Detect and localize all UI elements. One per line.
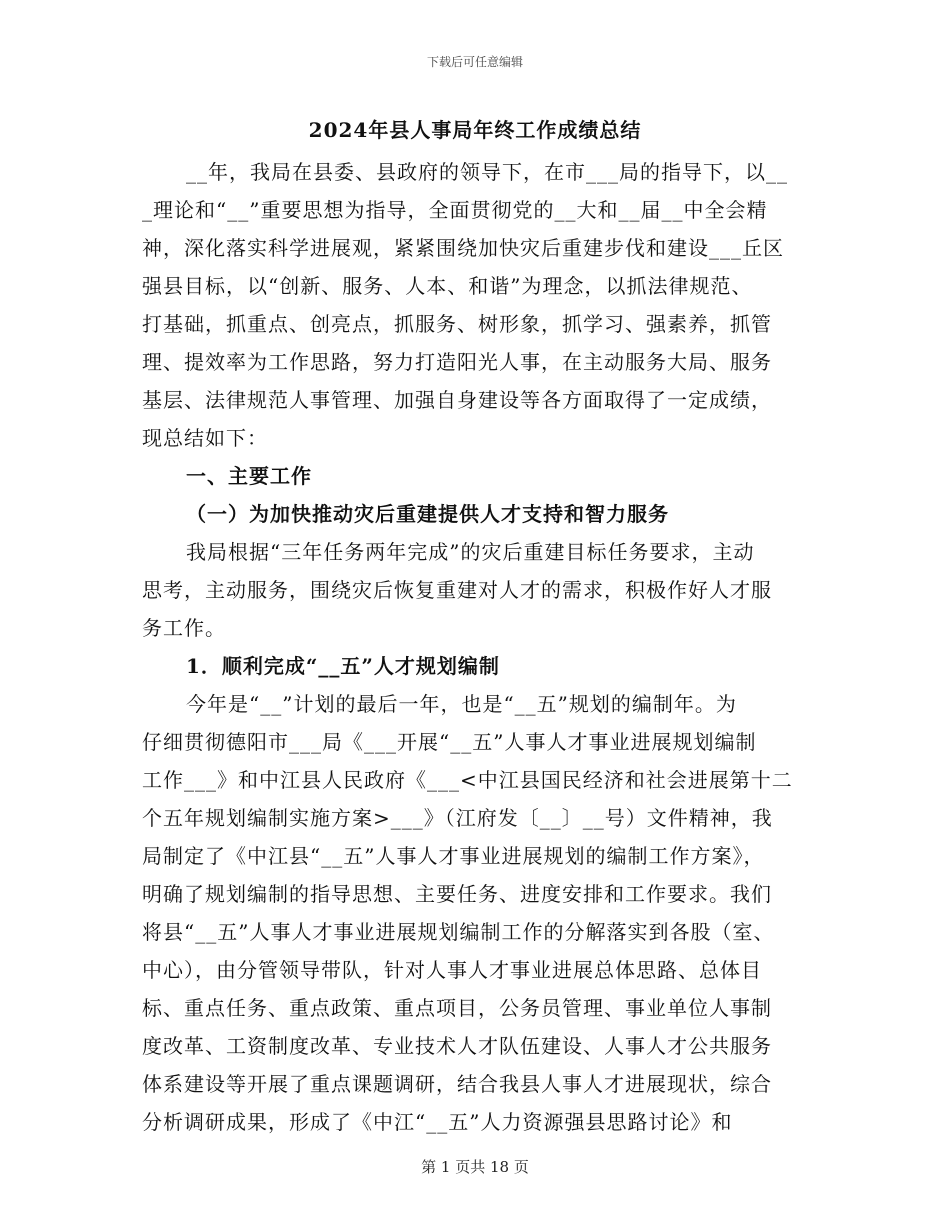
- text-line: 今年是“__”计划的最后一年，也是“__五”规划的编制年。为: [186, 692, 737, 716]
- text-line: 标、重点任务、重点政策、重点项目，公务员管理、事业单位人事制: [142, 996, 772, 1020]
- text-line: 分析调研成果，形成了《中江“__五”人力资源强县思路讨论》和: [142, 1110, 733, 1134]
- text-line: 基层、法律规范人事管理、加强自身建设等各方面取得了一定成绩，: [142, 388, 772, 412]
- text-line: 个五年规划编制实施方案>___》（江府发〔__〕__号）文件精神，我: [142, 806, 773, 830]
- text-line: _理论和“__”重要思想为指导，全面贯彻党的__大和__届__中全会精: [142, 198, 768, 222]
- text-line: 将县“__五”人事人才事业进展规划编制工作的分解落实到各股（室、: [142, 920, 775, 944]
- document-body: [142, 153, 802, 1141]
- text-line: 工作___》和中江县人民政府《___<中江县国民经济和社会进展第十二: [142, 768, 793, 792]
- text-line: 理、提效率为工作思路，努力打造阳光人事，在主动服务大局、服务: [142, 350, 772, 374]
- text-line: 明确了规划编制的指导思想、主要任务、进度安排和工作要求。我们: [142, 882, 772, 906]
- page-header-note: 下载后可任意编辑: [426, 55, 523, 69]
- text-line: 中心），由分管领导带队，针对人事人才事业进展总体思路、总体目: [142, 958, 762, 982]
- text-line: 仔细贯彻德阳市___局《___开展“__五”人事人才事业进展规划编制: [142, 730, 757, 754]
- text-line: 度改革、工资制度改革、专业技术人才队伍建设、人事人才公共服务: [142, 1034, 772, 1058]
- text-line: 思考，主动服务，围绕灾后恢复重建对人才的需求，积极作好人才服: [142, 578, 772, 602]
- text-line: 打基础，抓重点、创亮点，抓服务、树形象，抓学习、强素养，抓管: [142, 312, 772, 336]
- page-footer: 第 1 页共 18 页: [421, 1158, 529, 1176]
- document-title: 2024年县人事局年终工作成绩总结: [308, 118, 642, 142]
- text-line: 务工作。: [142, 616, 226, 640]
- text-line: 我局根据“三年任务两年完成”的灾后重建目标任务要求，主动: [186, 540, 755, 564]
- subsection-heading: （一）为加快推动灾后重建提供人才支持和智力服务: [186, 502, 669, 526]
- text-line: 强县目标，以“创新、服务、人本、和谐”为理念，以抓法律规范、: [142, 274, 753, 298]
- text-line: __年，我局在县委、县政府的领导下，在市___局的指导下，以__: [186, 160, 788, 184]
- item-heading: 1．顺利完成“__五”人才规划编制: [186, 654, 500, 678]
- text-line: 现总结如下：: [142, 426, 268, 450]
- text-line: 神，深化落实科学进展观，紧紧围绕加快灾后重建步伐和建设___丘区: [142, 236, 784, 260]
- text-line: 局制定了《中江县“__五”人事人才事业进展规划的编制工作方案》，: [142, 844, 765, 868]
- section-heading: 一、主要工作: [186, 464, 312, 488]
- text-line: 体系建设等开展了重点课题调研，结合我县人事人才进展现状，综合: [142, 1072, 772, 1096]
